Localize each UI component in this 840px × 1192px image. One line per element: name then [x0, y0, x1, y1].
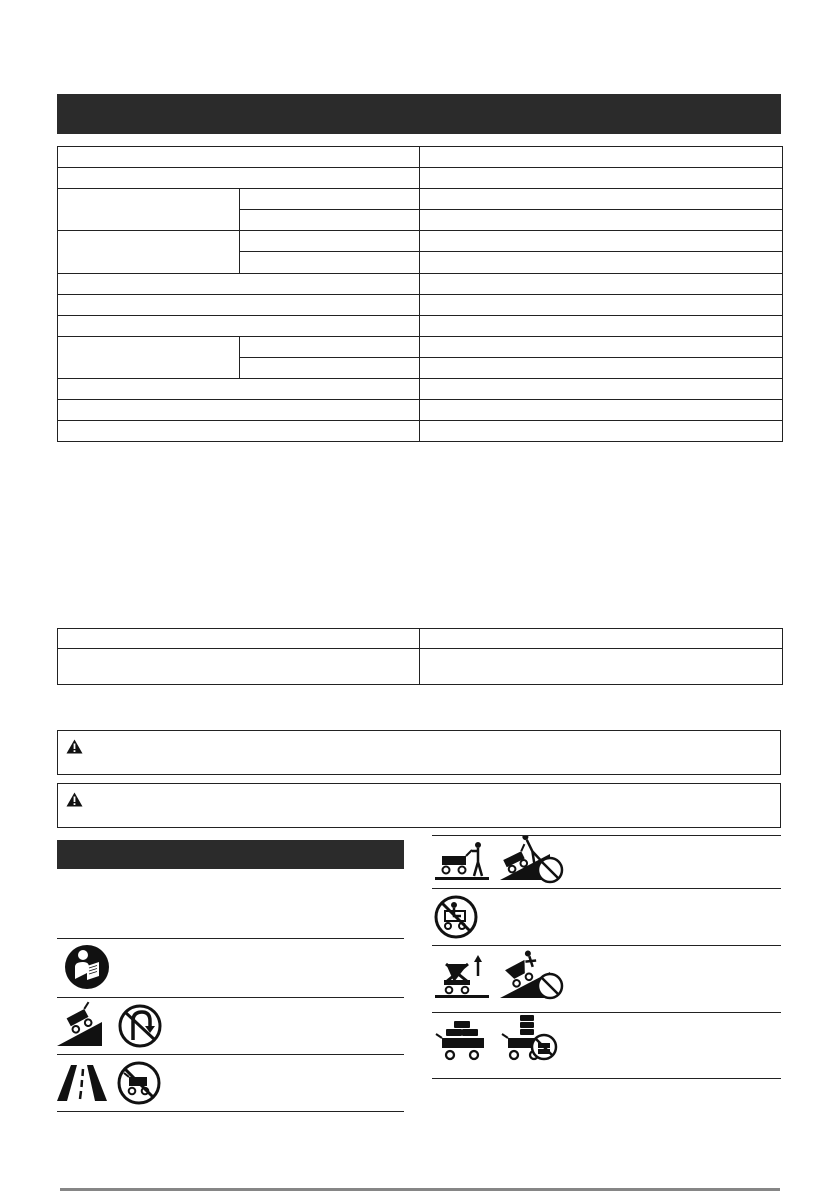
spec-sublabel — [240, 252, 420, 273]
spec-value — [420, 400, 783, 421]
spec-label — [58, 421, 420, 442]
cart-on-slope-icon — [57, 1002, 102, 1046]
road-icon — [57, 1065, 107, 1101]
divider — [432, 1078, 781, 1079]
push-cart-level-icon — [435, 842, 489, 880]
spec-label — [58, 336, 240, 378]
spec-sublabel — [240, 357, 420, 378]
no-cart-on-road-icon — [119, 1063, 159, 1103]
no-riding-icon — [432, 889, 502, 946]
spec-label — [58, 315, 420, 336]
vibration-table — [57, 628, 783, 685]
spec-label — [58, 189, 240, 231]
top-heavy-load-prohibited-icon — [502, 1015, 556, 1059]
symbol-row — [57, 938, 404, 997]
warning-triangle-icon — [66, 792, 83, 807]
warning-note — [57, 783, 781, 828]
spec-sublabel — [240, 231, 420, 252]
table-row — [58, 189, 783, 210]
warning-triangle-icon — [66, 739, 83, 754]
spec-sublabel — [240, 210, 420, 231]
divider — [57, 1111, 404, 1112]
table-row — [58, 336, 783, 357]
push-cart-slope-prohibited-icon — [497, 836, 562, 882]
spec-value — [420, 315, 783, 336]
spec-value — [420, 168, 783, 189]
table-row — [58, 649, 783, 685]
symbol-row — [432, 945, 781, 1012]
symbol-row — [432, 835, 781, 888]
spec-value — [420, 294, 783, 315]
spec-label — [58, 379, 420, 400]
warning-note — [57, 730, 781, 775]
specifications-table — [57, 146, 783, 442]
spec-label — [58, 168, 420, 189]
table-row — [58, 273, 783, 294]
spec-label — [58, 231, 240, 273]
specifications-title-bar — [57, 94, 781, 134]
spec-value — [420, 252, 783, 273]
no-u-turn-icon — [120, 1006, 160, 1046]
table-row — [58, 168, 783, 189]
spec-sublabel — [240, 189, 420, 210]
table-row — [58, 629, 783, 649]
spec-value — [420, 210, 783, 231]
read-manual-icon — [57, 939, 177, 998]
spec-value — [420, 379, 783, 400]
table-row — [58, 400, 783, 421]
table-row — [58, 315, 783, 336]
table-row — [58, 379, 783, 400]
spec-value — [420, 189, 783, 210]
symbol-row — [57, 997, 404, 1054]
spec-value — [420, 231, 783, 252]
symbols-section-title — [57, 840, 404, 869]
vibration-label — [58, 629, 420, 649]
symbol-row — [57, 1054, 404, 1111]
symbol-row — [432, 1012, 781, 1078]
vibration-value — [420, 649, 783, 685]
spec-value — [420, 336, 783, 357]
spec-value — [420, 421, 783, 442]
cropped-footer-marks — [0, 1186, 840, 1192]
symbol-row — [432, 888, 781, 945]
spec-label — [58, 147, 420, 168]
spec-value — [420, 273, 783, 294]
vibration-label — [58, 649, 420, 685]
balanced-load-icon — [436, 1021, 484, 1059]
table-row — [58, 421, 783, 442]
spec-value — [420, 357, 783, 378]
spec-sublabel — [240, 336, 420, 357]
table-row — [58, 294, 783, 315]
dump-on-slope-prohibited-icon — [500, 949, 562, 998]
spec-label — [58, 273, 420, 294]
vibration-value — [420, 629, 783, 649]
spec-label — [58, 400, 420, 421]
table-row — [58, 147, 783, 168]
table-row — [58, 231, 783, 252]
spec-value — [420, 147, 783, 168]
spec-label — [58, 294, 420, 315]
lift-dump-level-icon — [435, 955, 489, 998]
